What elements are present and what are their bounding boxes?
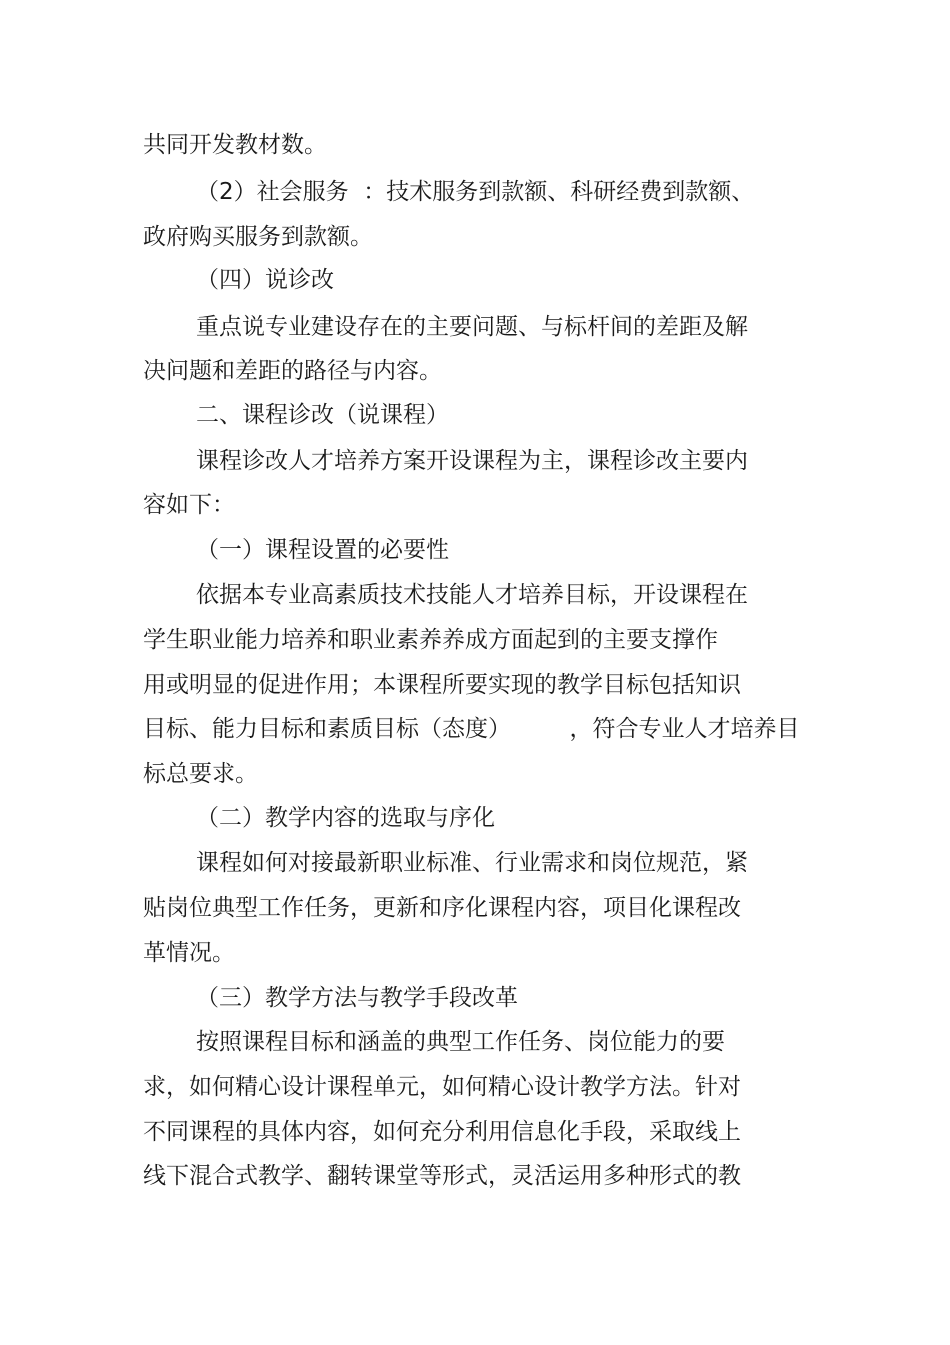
- text-line: 求，如何精心设计课程单元，如何精心设计教学方法。针对: [143, 1074, 741, 1100]
- section-heading: 二、课程诊改（说课程）: [196, 402, 449, 428]
- text-line: 共同开发教材数。: [143, 132, 327, 158]
- text-line: 课程如何对接最新职业标准、行业需求和岗位规范，紧: [196, 850, 748, 876]
- section-heading: （四）说诊改: [196, 267, 334, 293]
- text-line: 容如下：: [143, 492, 235, 518]
- section-heading: （一）课程设置的必要性: [196, 537, 449, 563]
- text-line: 贴岗位典型工作任务，更新和序化课程内容，项目化课程改: [143, 895, 741, 921]
- text-line: 学生职业能力培养和职业素养养成方面起到的主要支撑作: [143, 627, 718, 653]
- text-line: 政府购买服务到款额。: [143, 224, 373, 250]
- text-line: 重点说专业建设存在的主要问题、与标杆间的差距及解: [196, 314, 748, 340]
- text-line: 按照课程目标和涵盖的典型工作任务、岗位能力的要: [196, 1029, 725, 1055]
- text-line: 革情况。: [143, 940, 235, 966]
- text-line: 标总要求。: [143, 761, 258, 787]
- text-line: 课程诊改人才培养方案开设课程为主，课程诊改主要内: [196, 448, 748, 474]
- text-line: （2）社会服务 ：技术服务到款额、科研经费到款额、: [196, 179, 755, 205]
- text-line: 目标、能力目标和素质目标（态度） ，符合专业人才培养目: [143, 716, 800, 742]
- text-line: 线下混合式教学、翻转课堂等形式，灵活运用多种形式的教: [143, 1163, 741, 1189]
- section-heading: （三）教学方法与教学手段改革: [196, 985, 518, 1011]
- text-line: 决问题和差距的路径与内容。: [143, 358, 442, 384]
- text-line: 用或明显的促进作用；本课程所要实现的教学目标包括知识: [143, 672, 741, 698]
- text-line: 依据本专业高素质技术技能人才培养目标，开设课程在: [196, 582, 748, 608]
- text-line: 不同课程的具体内容，如何充分利用信息化手段，采取线上: [143, 1119, 741, 1145]
- section-heading: （二）教学内容的选取与序化: [196, 805, 495, 831]
